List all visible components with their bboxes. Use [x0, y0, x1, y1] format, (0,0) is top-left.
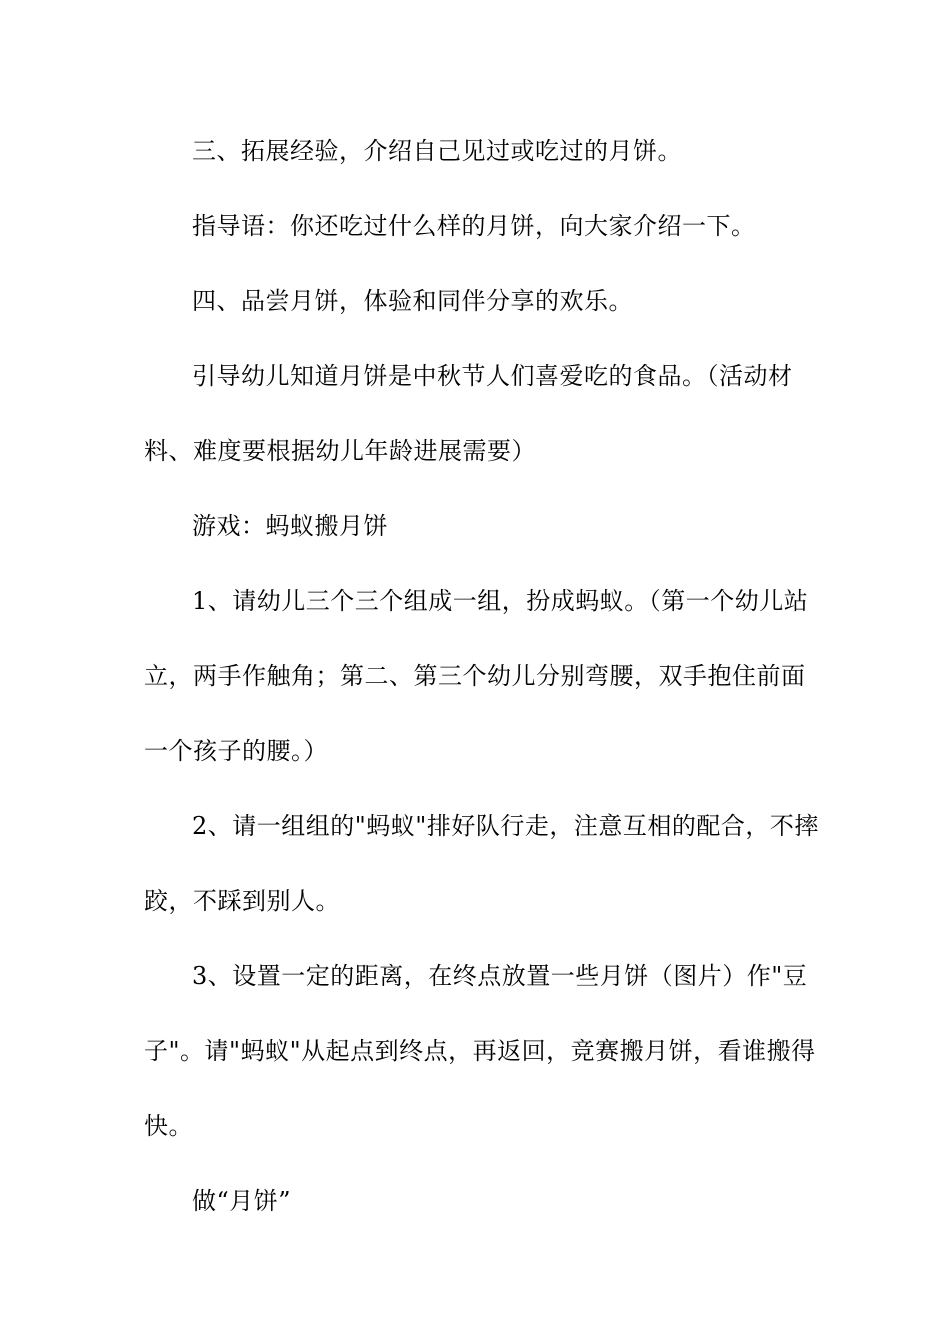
section-heading-4: 四、品尝月饼，体验和同伴分享的欢乐。 — [192, 287, 633, 315]
paragraph-line: 引导幼儿知道月饼是中秋节人们喜爱吃的食品。（活动材 — [192, 362, 793, 390]
step-1-line: 1、请幼儿三个三个组成一组，扮成蚂蚁。（第一个幼儿站 — [192, 587, 809, 615]
paragraph-line: 料、难度要根据幼儿年龄进展需要） — [144, 437, 536, 465]
section-title-make-mooncake: 做“月饼” — [192, 1187, 292, 1215]
section-heading-3: 三、拓展经验，介绍自己见过或吃过的月饼。 — [192, 137, 682, 165]
step-2-line: 跤，不踩到别人。 — [144, 887, 340, 915]
game-title: 游戏：蚂蚁搬月饼 — [192, 512, 388, 540]
step-3-line: 快。 — [144, 1112, 193, 1140]
step-2-line: 2、请一组组的"蚂蚁"排好队行走，注意互相的配合，不摔 — [192, 812, 819, 840]
step-1-line: 立，两手作触角；第二、第三个幼儿分别弯腰，双手抱住前面 — [144, 662, 806, 690]
step-3-line: 3、设置一定的距离，在终点放置一些月饼（图片）作"豆 — [192, 962, 808, 990]
step-1-line: 一个孩子的腰。） — [144, 737, 328, 765]
step-3-line: 子"。请"蚂蚁"从起点到终点，再返回，竞赛搬月饼，看谁搬得 — [144, 1037, 816, 1065]
guidance-text: 指导语：你还吃过什么样的月饼，向大家介绍一下。 — [192, 212, 756, 240]
